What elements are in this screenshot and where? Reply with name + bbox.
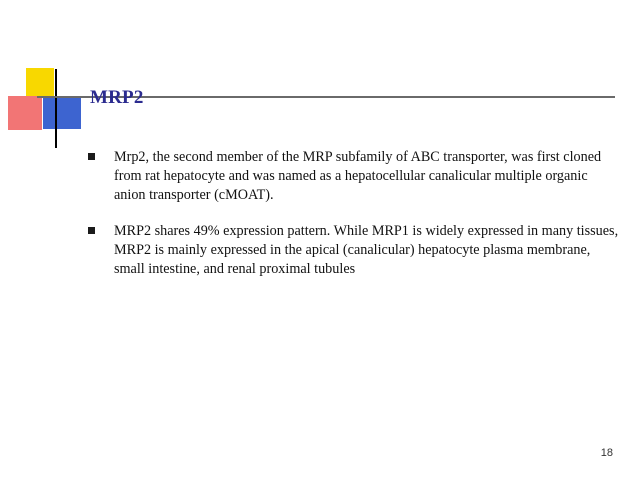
blue-square-decoration bbox=[43, 96, 81, 129]
bullet-item bbox=[92, 222, 622, 278]
bullet-text: MRP2 shares 49% expression pattern. While MRP1 is widely expressed in many tissues, MRP2 is mainly expressed in the apical (canalicular) hepatocyte plasma membrane, small intestine, and renal proximal tubules bbox=[114, 223, 619, 277]
yellow-square-decoration bbox=[26, 68, 54, 96]
bullet-text: Mrp2, the second member of the MRP subfamily of ABC transporter, was first cloned from rat hepatocyte and was named as a hepatocellular canalicular multiple organic anion transporter (cMOAT). bbox=[114, 149, 602, 203]
bullet-list bbox=[92, 148, 622, 297]
square-bullet-icon bbox=[88, 227, 95, 234]
page-number: 18 bbox=[600, 447, 613, 459]
bullet-item bbox=[92, 148, 622, 204]
square-bullet-icon bbox=[88, 153, 95, 160]
red-square-decoration bbox=[8, 96, 42, 130]
slide-title: MRP2 bbox=[90, 87, 144, 108]
vertical-rule-decoration bbox=[55, 69, 57, 148]
